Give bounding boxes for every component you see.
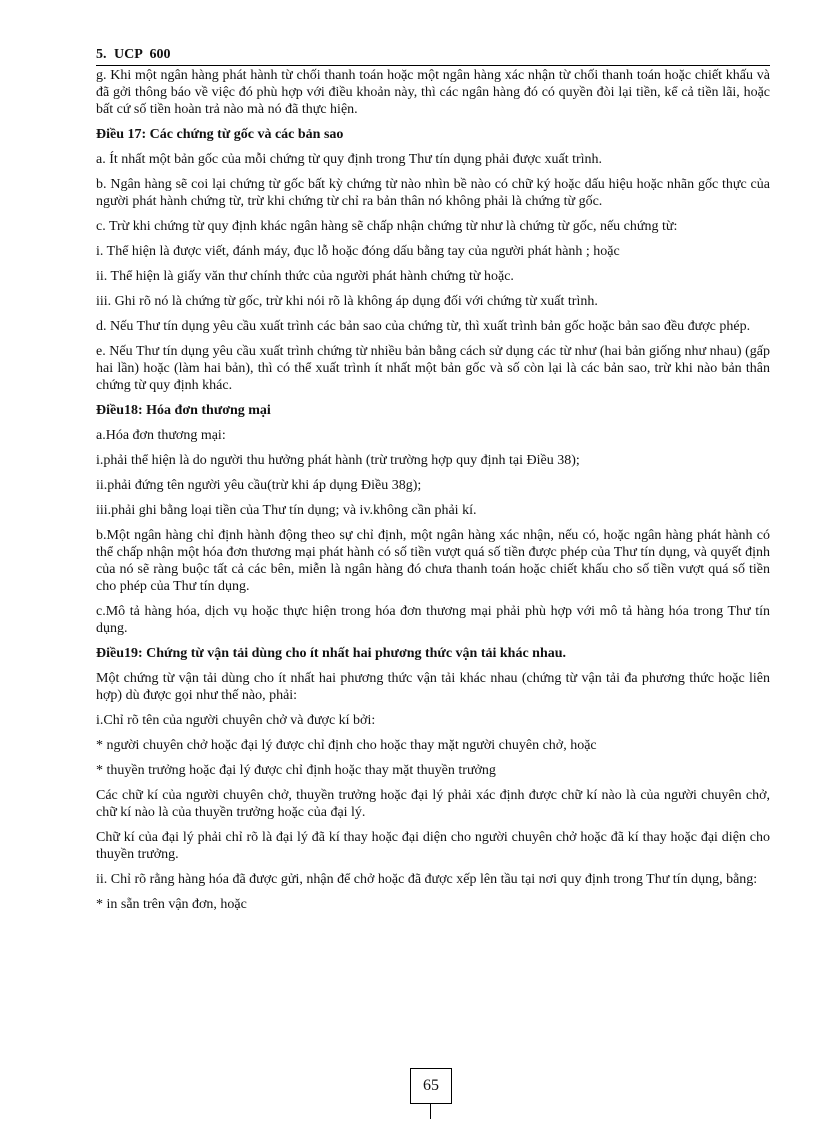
article-19-p2: Chữ kí của đại lý phải chỉ rõ là đại lý đã kí thay hoặc đại diện cho người chuyên chở hoặc đã kí thay hoặc đại diện cho thuyền trưởng.: [96, 830, 770, 862]
article-19-intro: Một chứng từ vận tải dùng cho ít nhất hai phương thức vận tải khác nhau (chứng từ vận tải đa phương thức hoặc liên hợp) dù được gọi như thế nào, phải:: [96, 671, 770, 703]
article-19-p1: Các chữ kí của người chuyên chở, thuyền trưởng hoặc đại lý phải xác định được chữ kí nào là của người chuyên chở, chữ kí nào là của thuyền trưởng hoặc của đại lý.: [96, 788, 770, 820]
article-17-b: b. Ngân hàng sẽ coi lại chứng từ gốc bất kỳ chứng từ nào nhìn bề nào có chữ ký hoặc dấu hiệu hoặc nhãn gốc thực của người phát hành chứng từ, trừ khi chứng từ chỉ ra bản thân nó không phải là chứng từ gốc.: [96, 177, 770, 209]
article-19-heading: Điều19: Chứng từ vận tải dùng cho ít nhất hai phương thức vận tải khác nhau.: [96, 646, 567, 661]
article-17-heading: Điều 17: Các chứng từ gốc và các bản sao: [96, 127, 344, 142]
article-19-star-3: * in sẵn trên vận đơn, hoặc: [96, 897, 247, 912]
article-18-a: a.Hóa đơn thương mại:: [96, 428, 226, 443]
article-17-i: i. Thể hiện là được viết, đánh máy, đục lỗ hoặc đóng dấu bằng tay của người phát hành ; hoặc: [96, 244, 620, 259]
article-18-b: b.Một ngân hàng chỉ định hành động theo sự chỉ định, một ngân hàng xác nhận, nếu có, hoặc ngân hàng phát hành có thể chấp nhận một hóa đơn thương mại phát hành có số tiền vượt quá số tiền được phép của Thư tín dụng, và quyết định của nó sẽ ràng buộc tất cả các bên, miễn là ngân hàng đó chưa thanh toán hoặc chiết khấu cho số tiền vượt quá số tiền cho phép của Thư tín dụng.: [96, 528, 770, 594]
paragraph-g: g. Khi một ngân hàng phát hành từ chối thanh toán hoặc một ngân hàng xác nhận từ chối thanh toán hoặc chiết khấu và đã gởi thông báo về việc đó phù hợp với điều khoản này, thì các ngân hàng đó có quyền đòi lại tiền, kể cả tiền lãi, hoặc bất cứ số tiền hoàn trả nào mà nó đã thực hiện.: [96, 68, 770, 117]
footer-rule: [430, 1103, 431, 1119]
article-18-i: i.phải thể hiện là do người thu hưởng phát hành (trừ trường hợp quy định tại Điều 38);: [96, 453, 580, 468]
article-17-ii: ii. Thể hiện là giấy văn thư chính thức của người phát hành chứng từ hoặc.: [96, 269, 514, 284]
article-17-iii: iii. Ghi rõ nó là chứng từ gốc, trừ khi nói rõ là không áp dụng đối với chứng từ xuất trình.: [96, 294, 598, 309]
page-number: 65: [410, 1068, 452, 1104]
article-17-e: e. Nếu Thư tín dụng yêu cầu xuất trình chứng từ nhiều bản bằng cách sử dụng các từ như (hai bản giống như nhau) (gấp hai lần) hoặc (làm hai bản), thì có thể xuất trình ít nhất một bản gốc và số còn lại là các bản sao, trừ khi nào bản thân chứng từ quy định khác.: [96, 344, 770, 393]
document-page: [96, 46, 770, 921]
article-19-i: i.Chỉ rõ tên của người chuyên chở và được kí bởi:: [96, 713, 376, 728]
article-18-ii: ii.phải đứng tên người yêu cầu(trừ khi áp dụng Điều 38g);: [96, 478, 422, 493]
article-18-c: c.Mô tả hàng hóa, dịch vụ hoặc thực hiện trong hóa đơn thương mại phải phù hợp với mô tả hàng hóa trong Thư tín dụng.: [96, 604, 770, 636]
running-header: 5. UCP 600: [96, 46, 770, 66]
article-19-star-1: * người chuyên chở hoặc đại lý được chỉ định cho hoặc thay mặt người chuyên chở, hoặc: [96, 738, 597, 753]
article-17-a: a. Ít nhất một bản gốc của mỗi chứng từ quy định trong Thư tín dụng phải được xuất trình.: [96, 152, 603, 167]
article-19-ii: ii. Chỉ rõ rằng hàng hóa đã được gửi, nhận để chở hoặc đã được xếp lên tầu tại nơi quy định trong Thư tín dụng, bằng:: [96, 872, 758, 887]
article-17-d: d. Nếu Thư tín dụng yêu cầu xuất trình các bản sao của chứng từ, thì xuất trình bản gốc hoặc bản sao đều được phép.: [96, 319, 751, 334]
article-17-c: c. Trừ khi chứng từ quy định khác ngân hàng sẽ chấp nhận chứng từ như là chứng từ gốc, nếu chứng từ:: [96, 219, 678, 234]
article-19-star-2: * thuyền trưởng hoặc đại lý được chỉ định hoặc thay mặt thuyền trưởng: [96, 763, 496, 778]
article-18-heading: Điều18: Hóa đơn thương mại: [96, 403, 271, 418]
article-18-iii: iii.phải ghi bằng loại tiền của Thư tín dụng; và iv.không cần phải kí.: [96, 503, 477, 518]
